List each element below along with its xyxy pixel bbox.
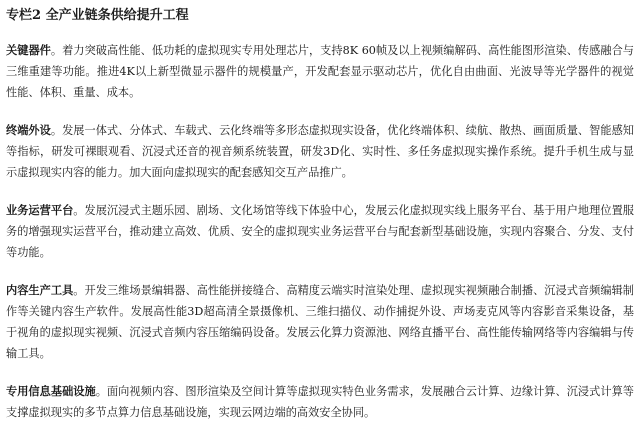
paragraph-separator: 。 [73,284,85,297]
paragraph-operation-platform [6,200,634,263]
paragraph-infrastructure [6,381,634,423]
paragraph-body: 发展沉浸式主题乐园、剧场、文化场馆等线下体验中心，发展云化虚拟现实线上服务平台、基于用户地理位置服务的增强现实运营平台，推动建立高效、优质、安全的虚拟现实业务运营平台与配套新型基础设施，实现内容聚合、分发、支付等功能。 [6,204,634,259]
paragraph-lead: 关键器件 [6,43,51,57]
paragraph-key-components [6,40,634,103]
paragraph-separator: 。 [50,44,63,57]
paragraph-lead: 终端外设 [6,123,51,137]
paragraph-separator: 。 [95,385,107,398]
paragraph-body: 着力突破高性能、低功耗的虚拟现实专用处理芯片，支持8K 60帧及以上视频编解码、高性能图形渲染、传感融合与三维重建等功能。推进4K以上新型微显示器件的规模量产，开发配套显示驱动芯片，优化自由曲面、光波导等光学器件的视觉性能、体积、重量、成本。 [6,44,634,99]
paragraph-terminal-peripherals [6,120,634,183]
paragraph-content-tools [6,280,634,364]
paragraph-lead: 专用信息基础设施 [6,384,96,398]
paragraph-separator: 。 [50,124,63,137]
paragraph-body: 面向视频内容、图形渲染及空间计算等虚拟现实特色业务需求，发展融合云计算、边缘计算、沉浸式计算等支撑虚拟现实的多节点算力信息基础设施，实现云网边端的高效安全协同。 [6,385,634,419]
paragraph-lead: 业务运营平台 [6,203,74,217]
paragraph-separator: 。 [73,204,85,217]
paragraph-body: 发展一体式、分体式、车载式、云化终端等多形态虚拟现实设备，优化终端体积、续航、散热、画面质量、智能感知等指标，研发可裸眼观看、沉浸式还音的视音频系统装置，研发3D化、实时性、多任务虚拟现实操作系统。提升手机生成与显示虚拟现实内容的能力。加大面向虚拟现实的配套感知交互产品推广。 [6,124,634,179]
section-title: 专栏2 全产业链条供给提升工程 [6,8,189,23]
paragraph-body: 开发三维场景编辑器、高性能拼接缝合、高精度云端实时渲染处理、虚拟现实视频融合制播、沉浸式音频编辑制作等关键内容生产软件。发展高性能3D超高清全景摄像机、三维扫描仪、动作捕捉外设、声场麦克风等内容影音采集设备，基于视角的虚拟现实视频、沉浸式音频内容压缩编码设备。发展云化算力资源池、网络直播平台、高性能传输网络等内容编辑与传输工具。 [6,284,634,360]
paragraph-lead: 内容生产工具 [6,283,74,297]
